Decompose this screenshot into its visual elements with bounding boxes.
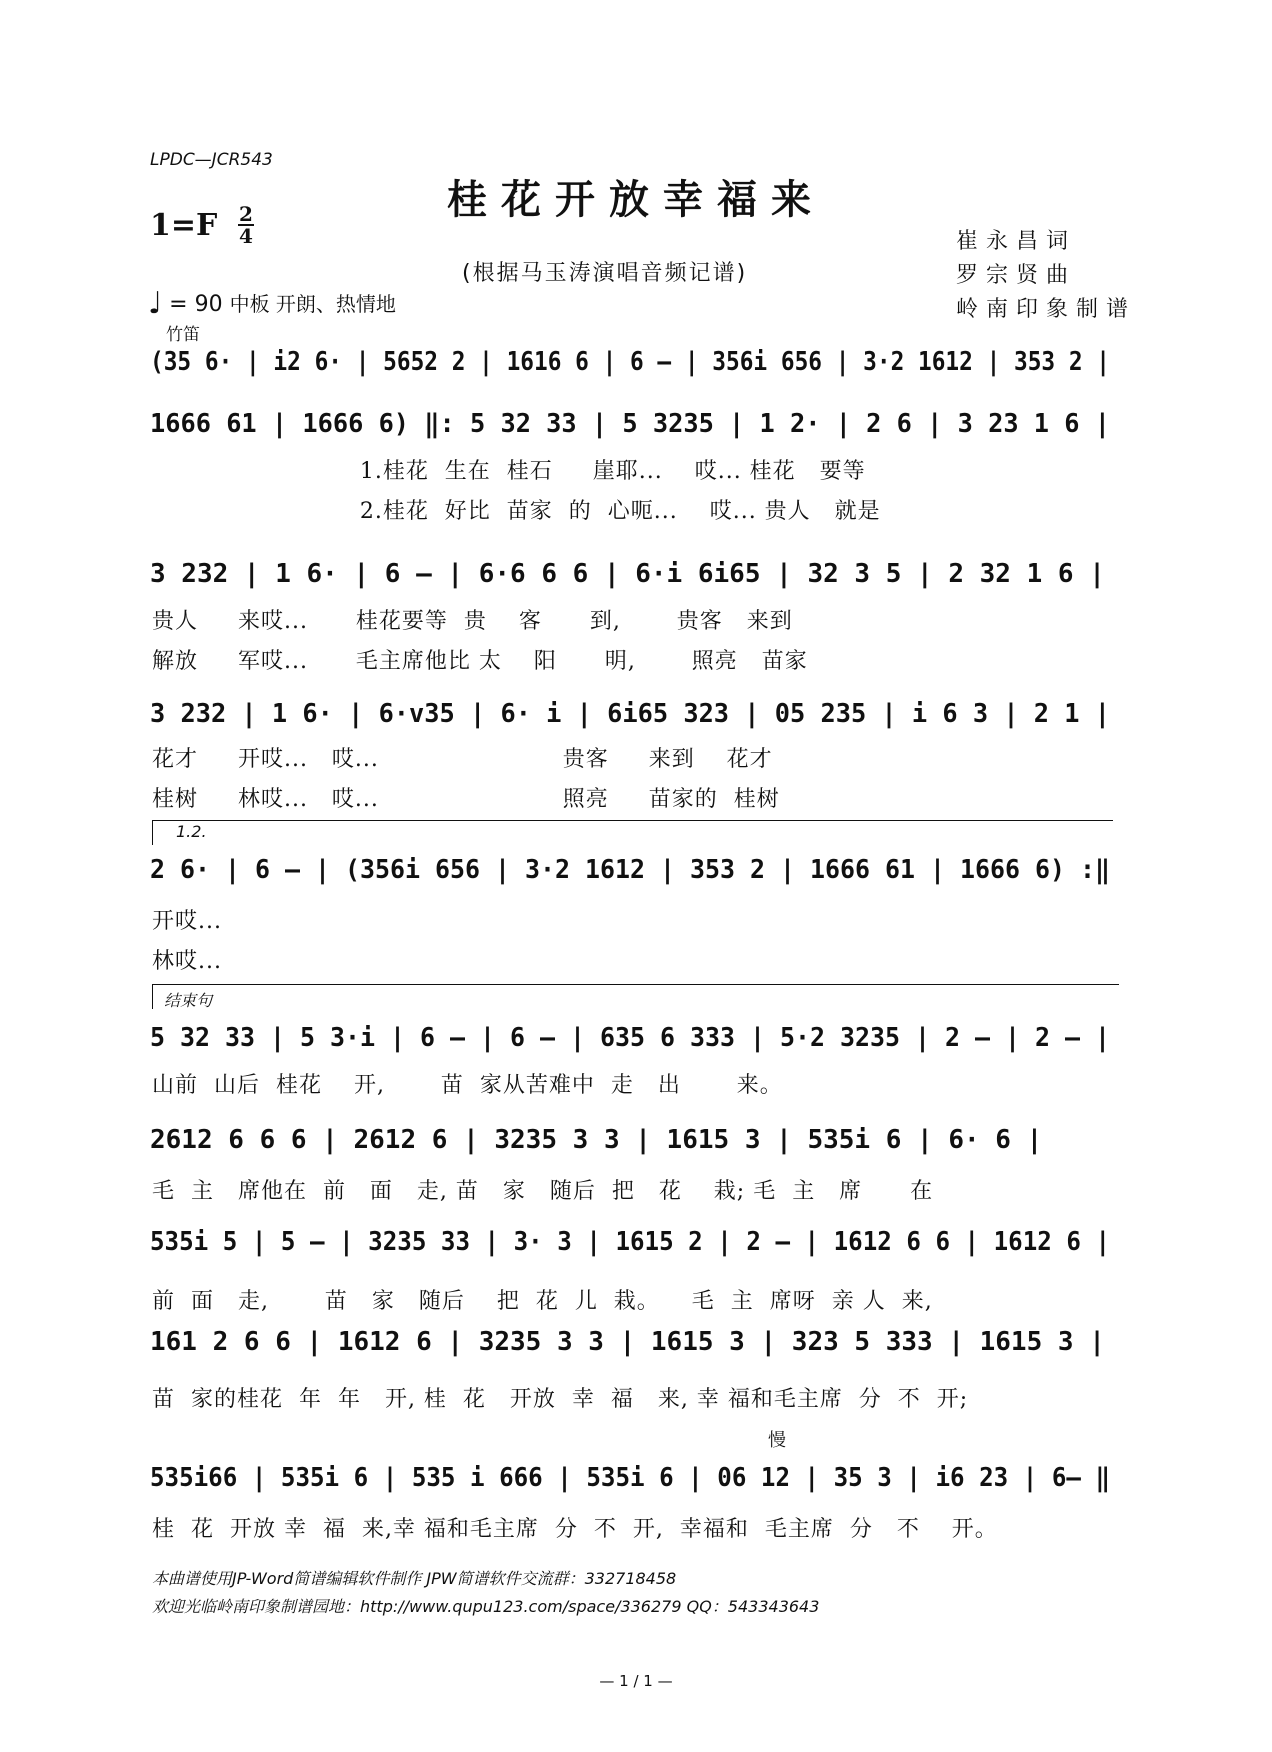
notation-text: 3 232 | 1 6· | 6·v35 | 6· i | 6i65 323 | 05 235 | i 6 3 | 2 1 |	[150, 699, 1110, 729]
notation-row-5	[150, 848, 1120, 892]
lyric-line: 桂树 林哎... 哎... 照亮 苗家的 桂树	[152, 787, 780, 812]
notation-row-1	[150, 340, 1120, 384]
meter-bottom: 4	[239, 224, 253, 248]
catalog-number: LPDC—JCR543	[150, 150, 273, 170]
instrument-label: 竹笛	[166, 325, 200, 345]
notation-text: 535i66 | 535i 6 | 535 i 666 | 535i 6 | 06 12 | 35 3 | i6 23 | 6– ‖	[150, 1463, 1110, 1493]
lyric-line: 前 面 走, 苗 家 随后 把 花 儿 栽。 毛 主 席呀 亲 人 来,	[152, 1289, 933, 1314]
time-signature	[238, 204, 254, 246]
notation-text: 1666 61 | 1666 6) ‖: 5 32 33 | 5 3235 | 1 2· | 2 6 | 3 23 1 6 |	[150, 409, 1110, 439]
footer-line-1: 本曲谱使用JP-Word简谱编辑软件制作 JPW简谱软件交流群：332718458	[152, 1569, 677, 1588]
subtitle: (根据马玉涛演唱音频记谱)	[462, 261, 748, 286]
notation-row-6	[150, 1016, 1120, 1060]
key-signature: 1=F	[150, 208, 218, 243]
slow-marking: 慢	[768, 1430, 786, 1451]
ending-bracket	[152, 984, 1119, 1009]
page-number: — 1 / 1 —	[599, 1672, 673, 1690]
notation-row-8	[150, 1220, 1120, 1264]
quarter-note-icon: ♩	[148, 286, 163, 321]
notation-row-9	[150, 1320, 1120, 1364]
notation-row-10	[150, 1456, 1120, 1500]
notation-text: (35 6· | i2 6· | 5652 2 | 1616 6 | 6 – | 356i 656 | 3·2 1612 | 353 2 |	[150, 347, 1110, 377]
lyric-line: 桂 花 开放 幸 福 来,幸 福和毛主席 分 不 开, 幸福和 毛主席 分 不 开。	[152, 1517, 998, 1542]
tempo-text: 中板 开朗、热情地	[229, 292, 396, 316]
tempo-value: = 90	[169, 292, 223, 317]
lyric-line: 花才 开哎... 哎... 贵客 来到 花才	[152, 747, 773, 772]
lyric-line: 林哎...	[152, 949, 222, 974]
notation-row-2	[150, 402, 1120, 446]
volta-bracket	[152, 820, 1113, 845]
volta-label: 1.2.	[176, 822, 207, 841]
lyric-line: 2.桂花 好比 苗家 的 心呃... 哎... 贵人 就是	[152, 499, 881, 524]
composer-credit: 罗宗贤曲	[956, 263, 1077, 288]
notation-text: 535i 5 | 5 – | 3235 33 | 3· 3 | 1615 2 | 2 – | 1612 6 6 | 1612 6 |	[150, 1227, 1110, 1257]
ending-label: 结束句	[164, 991, 213, 1010]
lyric-line: 苗 家的桂花 年 年 开, 桂 花 开放 幸 福 来, 幸 福和毛主席 分 不 开;	[152, 1387, 969, 1412]
notation-text: 2612 6 6 6 | 2612 6 | 3235 3 3 | 1615 3 | 535i 6 | 6· 6 |	[150, 1125, 1043, 1155]
footer-line-2: 欢迎光临岭南印象制谱园地：http://www.qupu123.com/space/336279 QQ：543343643	[152, 1597, 820, 1616]
lyric-line: 1.桂花 生在 桂石 崖耶... 哎... 桂花 要等	[152, 459, 866, 484]
notation-text: 2 6· | 6 – | (356i 656 | 3·2 1612 | 353 2 | 1666 61 | 1666 6) :‖	[150, 855, 1110, 885]
notation-text: 161 2 6 6 | 1612 6 | 3235 3 3 | 1615 3 | 323 5 333 | 1615 3 |	[150, 1327, 1105, 1357]
notation-row-4	[150, 692, 1120, 736]
arranger-credit: 岭南印象制谱	[956, 297, 1137, 322]
lyricist-credit: 崔永昌词	[956, 229, 1077, 254]
notation-row-7	[150, 1118, 1120, 1162]
meter-top: 2	[239, 202, 253, 226]
notation-text: 3 232 | 1 6· | 6 – | 6·6 6 6 | 6·i 6i65 | 32 3 5 | 2 32 1 6 |	[150, 559, 1105, 589]
notation-row-3	[150, 552, 1120, 596]
lyric-line: 开哎...	[152, 909, 222, 934]
song-title: 桂花开放幸福来	[447, 176, 825, 223]
lyric-line: 贵人 来哎... 桂花要等 贵 客 到, 贵客 来到	[152, 609, 793, 634]
lyric-line: 山前 山后 桂花 开, 苗 家从苦难中 走 出 来。	[152, 1073, 783, 1098]
notation-text: 5 32 33 | 5 3·i | 6 – | 6 – | 635 6 333 | 5·2 3235 | 2 – | 2 – |	[150, 1023, 1110, 1053]
lyric-line: 解放 军哎... 毛主席他比 太 阳 明, 照亮 苗家	[152, 649, 808, 674]
lyric-line: 毛 主 席他在 前 面 走, 苗 家 随后 把 花 栽; 毛 主 席 在	[152, 1179, 934, 1204]
tempo-marking	[148, 286, 396, 321]
